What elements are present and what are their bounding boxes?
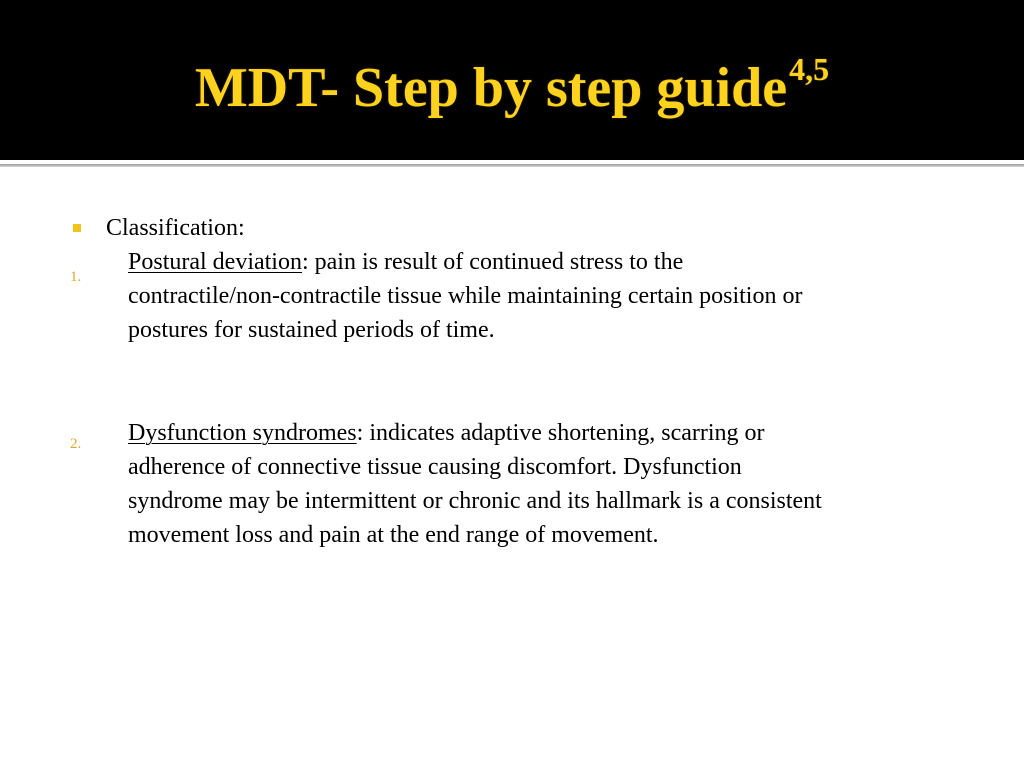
list-item-line: adherence of connective tissue causing discomfort. Dysfunction xyxy=(128,454,742,480)
list-number-2: 2. xyxy=(70,436,82,452)
list-item-dysfunction-syndromes xyxy=(128,416,968,552)
list-number-1: 1. xyxy=(70,269,82,285)
title-divider xyxy=(0,164,1024,167)
term-postural-deviation: Postural deviation xyxy=(128,249,302,275)
list-item-postural-deviation xyxy=(128,245,968,347)
list-item-line: syndrome may be intermittent or chronic and its hallmark is a consistent xyxy=(128,488,822,514)
list-item-text: : indicates adaptive shortening, scarring or xyxy=(356,420,765,446)
slide-title xyxy=(0,52,1024,124)
classification-heading: Classification: xyxy=(106,215,245,241)
slide-title-superscript: 4,5 xyxy=(789,51,830,88)
square-bullet-icon xyxy=(73,224,81,232)
list-item-text: : pain is result of continued stress to the xyxy=(301,249,684,275)
list-item-line xyxy=(128,416,968,450)
term-dysfunction-syndromes: Dysfunction syndromes xyxy=(128,420,357,446)
list-item-line xyxy=(128,245,968,279)
list-item-line: movement loss and pain at the end range of movement. xyxy=(128,522,659,548)
slide-title-text: MDT- Step by step guide xyxy=(194,57,788,119)
list-item-line: contractile/non-contractile tissue while maintaining certain position or xyxy=(128,283,803,309)
list-item-line: postures for sustained periods of time. xyxy=(128,317,495,343)
